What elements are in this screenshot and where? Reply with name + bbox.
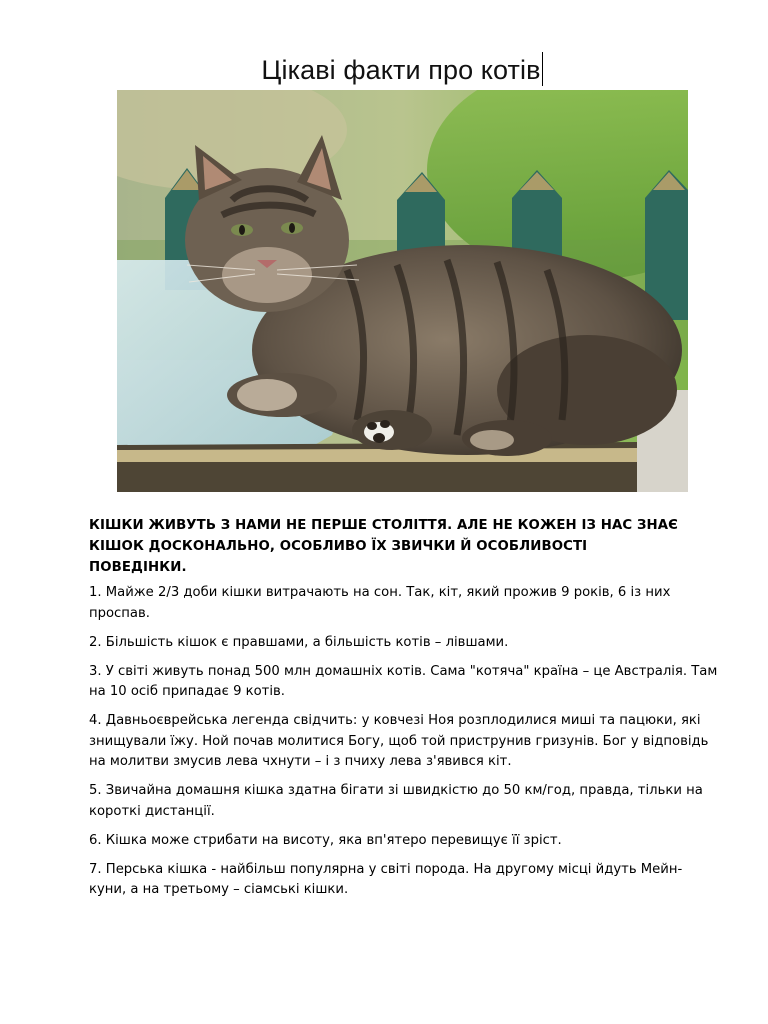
fact-item: 5. Звичайна домашня кішка здатна бігати зі швидкістю до 50 км/год, правда, тільки на короткі дистанції. xyxy=(89,783,703,819)
intro-paragraph: КІШКИ ЖИВУТЬ З НАМИ НЕ ПЕРШЕ СТОЛІТТЯ. АЛЕ НЕ КОЖЕН ІЗ НАС ЗНАЄ КІШОК ДОСКОНАЛЬНО, ОСОБЛИВО ЇХ ЗВИЧКИ Й ОСОБЛИВОСТІ ПОВЕДІНКИ. xyxy=(89,518,679,575)
fact-item: 2. Більшість кішок є правшами, а більшість котів – лівшами. xyxy=(89,634,509,650)
fact-item: 7. Перська кішка - найбільш популярна у світі порода. На другому місці йдуть Мейн-куни, а на третьому – сіамські кішки. xyxy=(89,861,683,897)
fact-item: 1. Майже 2/3 доби кішки витрачають на сон. Так, кіт, який прожив 9 років, 6 із них проспав. xyxy=(89,585,671,621)
fact-item: 4. Давньоєврейська легенда свідчить: у ковчезі Ноя розплодилися миші та пацюки, які знищували їжу. Ной почав молитися Богу, щоб той приструнив гризунів. Бог у відповідь на молитви змусив лева чхнути – і з пчиху лева з'явився кіт. xyxy=(89,713,709,769)
title-text: Цікаві факти про котів xyxy=(261,55,541,85)
cat-photo xyxy=(117,90,688,492)
text-cursor xyxy=(542,52,543,86)
facts-list xyxy=(89,583,719,909)
document-title xyxy=(0,52,768,86)
fact-item: 3. У світі живуть понад 500 млн домашніх котів. Сама "котяча" країна – це Австралія. Там на 10 осіб припадає 9 котів. xyxy=(89,663,718,699)
fact-item: 6. Кішка може стрибати на висоту, яка вп'ятеро перевищує її зріст. xyxy=(89,832,562,848)
